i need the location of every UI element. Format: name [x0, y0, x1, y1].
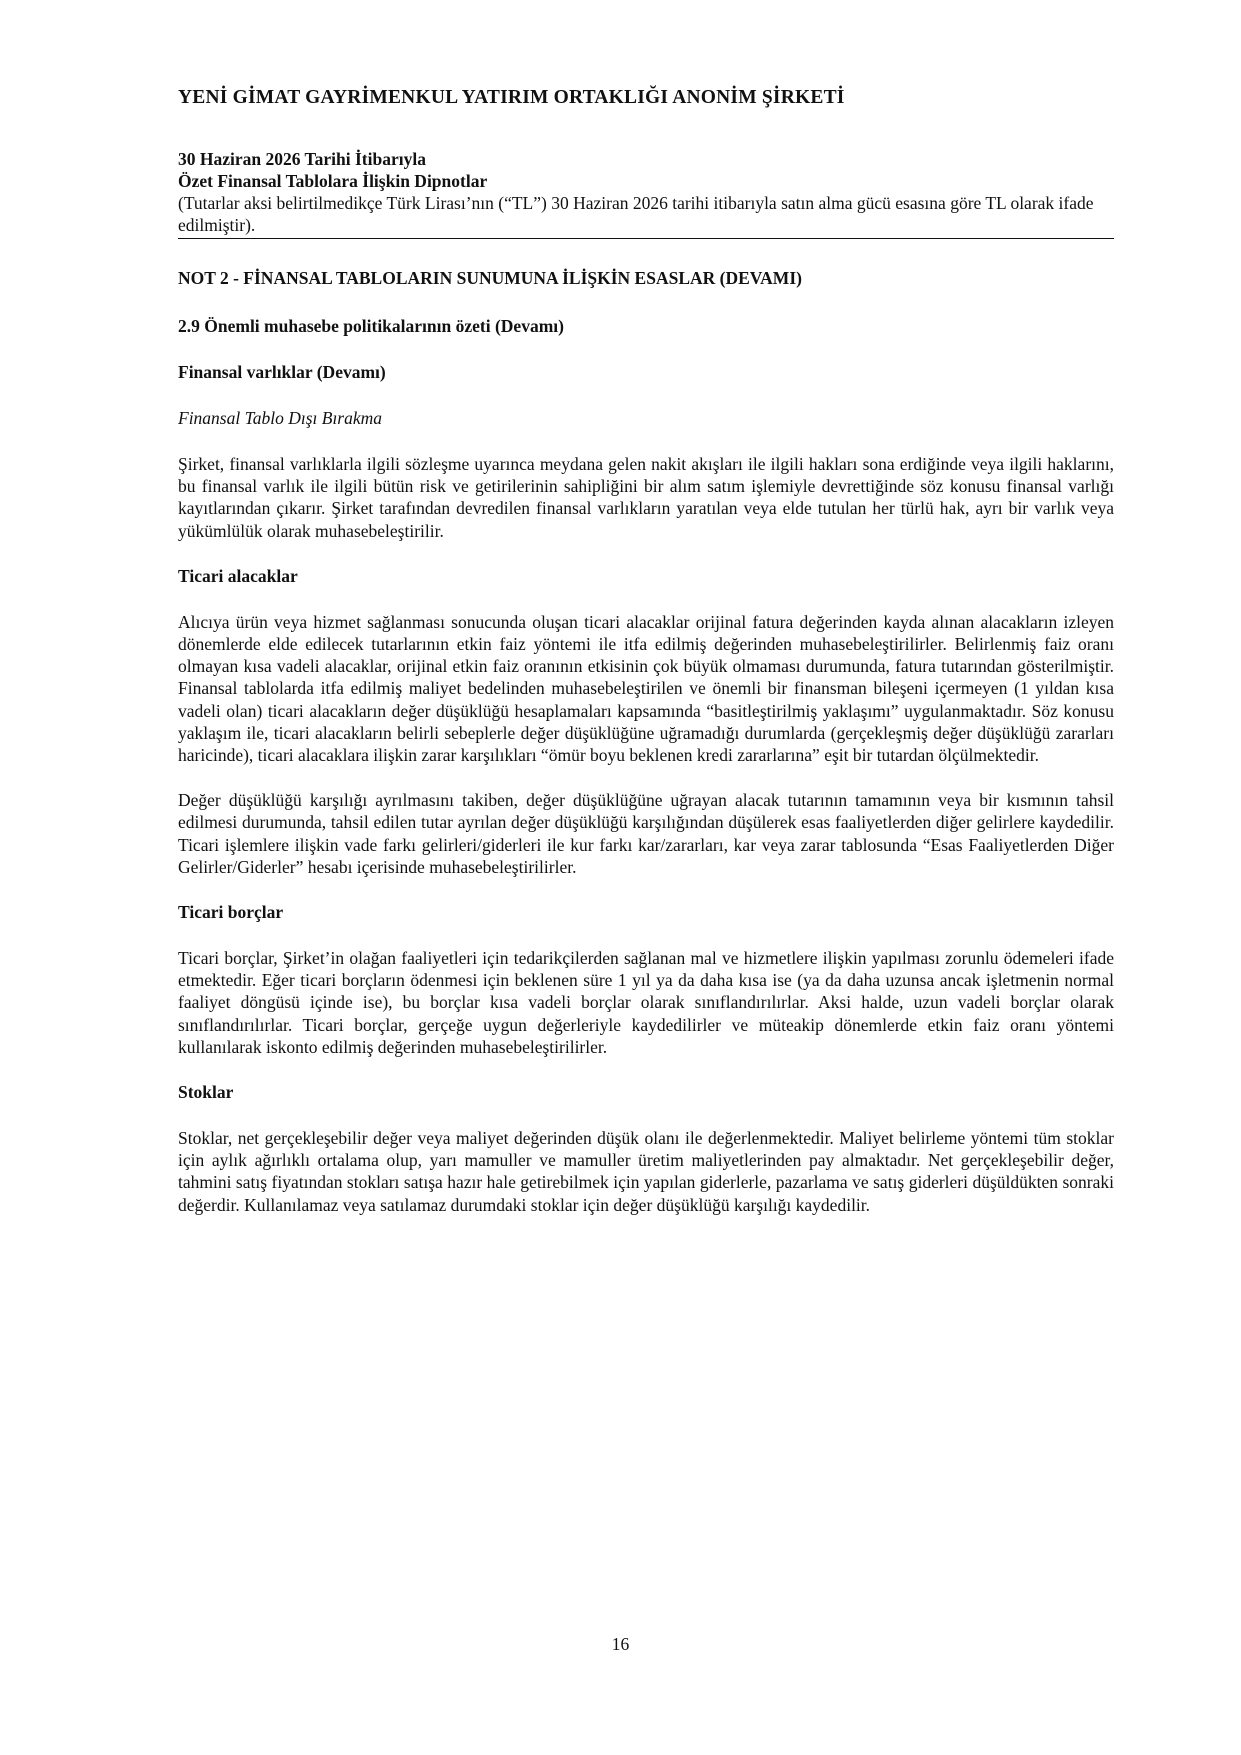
trade-receivables-paragraph-2: Değer düşüklüğü karşılığı ayrılmasını takiben, değer düşüklüğüne uğrayan alacak tutarının tamamının veya bir kısmının tahsil edilmesi durumunda, tahsil edilen tutar ayrılan değer düşüklüğü karşılığından düşülerek esas faaliyetlerden diğer gelirlere kaydedilir. Ticari işlemlere ilişkin vade farkı gelirleri/giderleri ile kur farkı kar/zararları, kar veya zarar tablosunda “Esas Faaliyetlerden Diğer Gelirler/Giderler” hesabı içerisinde muhasebeleştirilirler. [178, 790, 1114, 877]
trade-payables-paragraph: Ticari borçlar, Şirket’in olağan faaliyetleri için tedarikçilerden sağlanan mal ve hizmetlere ilişkin yapılması zorunlu ödemeleri ifade etmektedir. Eğer ticari borçların ödenmesi için beklenen süre 1 yıl ya da daha kısa ise (ya da daha uzunsa ancak işletmenin normal faaliyet döngüsü içinde ise), bu borçlar kısa vadeli borçlar olarak sınıflandırılırlar. Aksi halde, uzun vadeli borçlar olarak sınıflandırılırlar. Ticari borçlar, gerçeğe uygun değerleriyle kaydedilirler ve müteakip dönemlerde etkin faiz oranı yöntemi kullanılarak iskonto edilmiş değerinden muhasebeleştirilirler. [178, 948, 1114, 1057]
report-header [178, 148, 1114, 236]
trade-payables-heading: Ticari borçlar [178, 902, 284, 923]
financial-assets-heading: Finansal varlıklar (Devamı) [178, 362, 386, 382]
derecognition-paragraph: Şirket, finansal varlıklarla ilgili sözleşme uyarınca meydana gelen nakit akışları ile ilgili hakları sona erdiğinde veya ilgili haklarını, bu finansal varlık ile ilgili bütün risk ve getirilerinin sahipliğini bir alım satım işlemiyle devrettiğinde söz konusu finansal varlığı kayıtlarından çıkarır. Şirket tarafından devredilen finansal varlıkların yaratılan veya elde tutulan her türlü hak, ayrı bir varlık veya yükümlülük olarak muhasebeleştirilir. [178, 454, 1114, 541]
note-title: NOT 2 - FİNANSAL TABLOLARIN SUNUMUNA İLİŞKİN ESASLAR (DEVAMI) [178, 268, 802, 288]
report-notes-title: Özet Finansal Tablolara İlişkin Dipnotlar [178, 171, 488, 191]
inventories-paragraph: Stoklar, net gerçekleşebilir değer veya maliyet değerinden düşük olanı ile değerlenmektedir. Maliyet belirleme yöntemi tüm stoklar için aylık ağırlıklı ortalama olup, yarı mamuller ve mamuller üretim maliyetlerinden pay almaktadır. Net gerçekleşebilir değer, tahmini satış fiyatından stokları satışa hazır hale getirebilmek için yapılan giderlerle, pazarlama ve satış giderleri düşüldükten sonraki değerdir. Kullanılamaz veya satılamaz durumdaki stoklar için değer düşüklüğü karşılığı kaydedilir. [178, 1128, 1114, 1215]
section-title: 2.9 Önemli muhasebe politikalarının özeti (Devamı) [178, 316, 564, 336]
trade-receivables-paragraph-1: Alıcıya ürün veya hizmet sağlanması sonucunda oluşan ticari alacaklar orijinal fatura değerinden kayda alınan alacakların izleyen dönemlerde elde edilecek tutarlarının etkin faiz yöntemi ile itfa edilmiş değerinden muhasebeleştirilirler. Belirlenmiş faiz oranı olmayan kısa vadeli alacaklar, orijinal etkin faiz oranının etkisinin çok büyük olmaması durumunda, fatura tutarından gösterilmiştir. Finansal tablolarda itfa edilmiş maliyet bedelinden muhasebeleştirilen ve önemli bir finansman bileşeni içermeyen (1 yıldan kısa vadeli olan) ticari alacakların değer düşüklüğü hesaplamaları kapsamında “basitleştirilmiş yaklaşımı” uygulanmaktadır. Söz konusu yaklaşım ile, ticari alacakların belirli sebeplerle değer düşüklüğüne uğramadığı durumlarda (gerçekleşmiş değer düşüklüğü zararları haricinde), ticari alacaklara ilişkin zarar karşılıkları “ömür boyu beklenen kredi zararlarına” eşit bir tutardan ölçülmektedir. [178, 611, 1114, 766]
page-number: 16 [611, 1634, 630, 1654]
company-name: YENİ GİMAT GAYRİMENKUL YATIRIM ORTAKLIĞI ANONİM ŞİRKETİ [178, 87, 845, 108]
inventories-heading: Stoklar [178, 1082, 234, 1103]
document-page [178, 86, 1114, 1216]
trade-receivables-heading: Ticari alacaklar [178, 565, 298, 586]
report-date: 30 Haziran 2026 Tarihi İtibarıyla [178, 149, 426, 169]
derecognition-subheading: Finansal Tablo Dışı Bırakma [178, 408, 383, 428]
header-divider [178, 238, 1114, 239]
currency-note: (Tutarlar aksi belirtilmedikçe Türk Lirası’nın (“TL”) 30 Haziran 2026 tarihi itibarıyla satın alma gücü esasına göre TL olarak ifade edilmiştir). [178, 193, 1094, 235]
